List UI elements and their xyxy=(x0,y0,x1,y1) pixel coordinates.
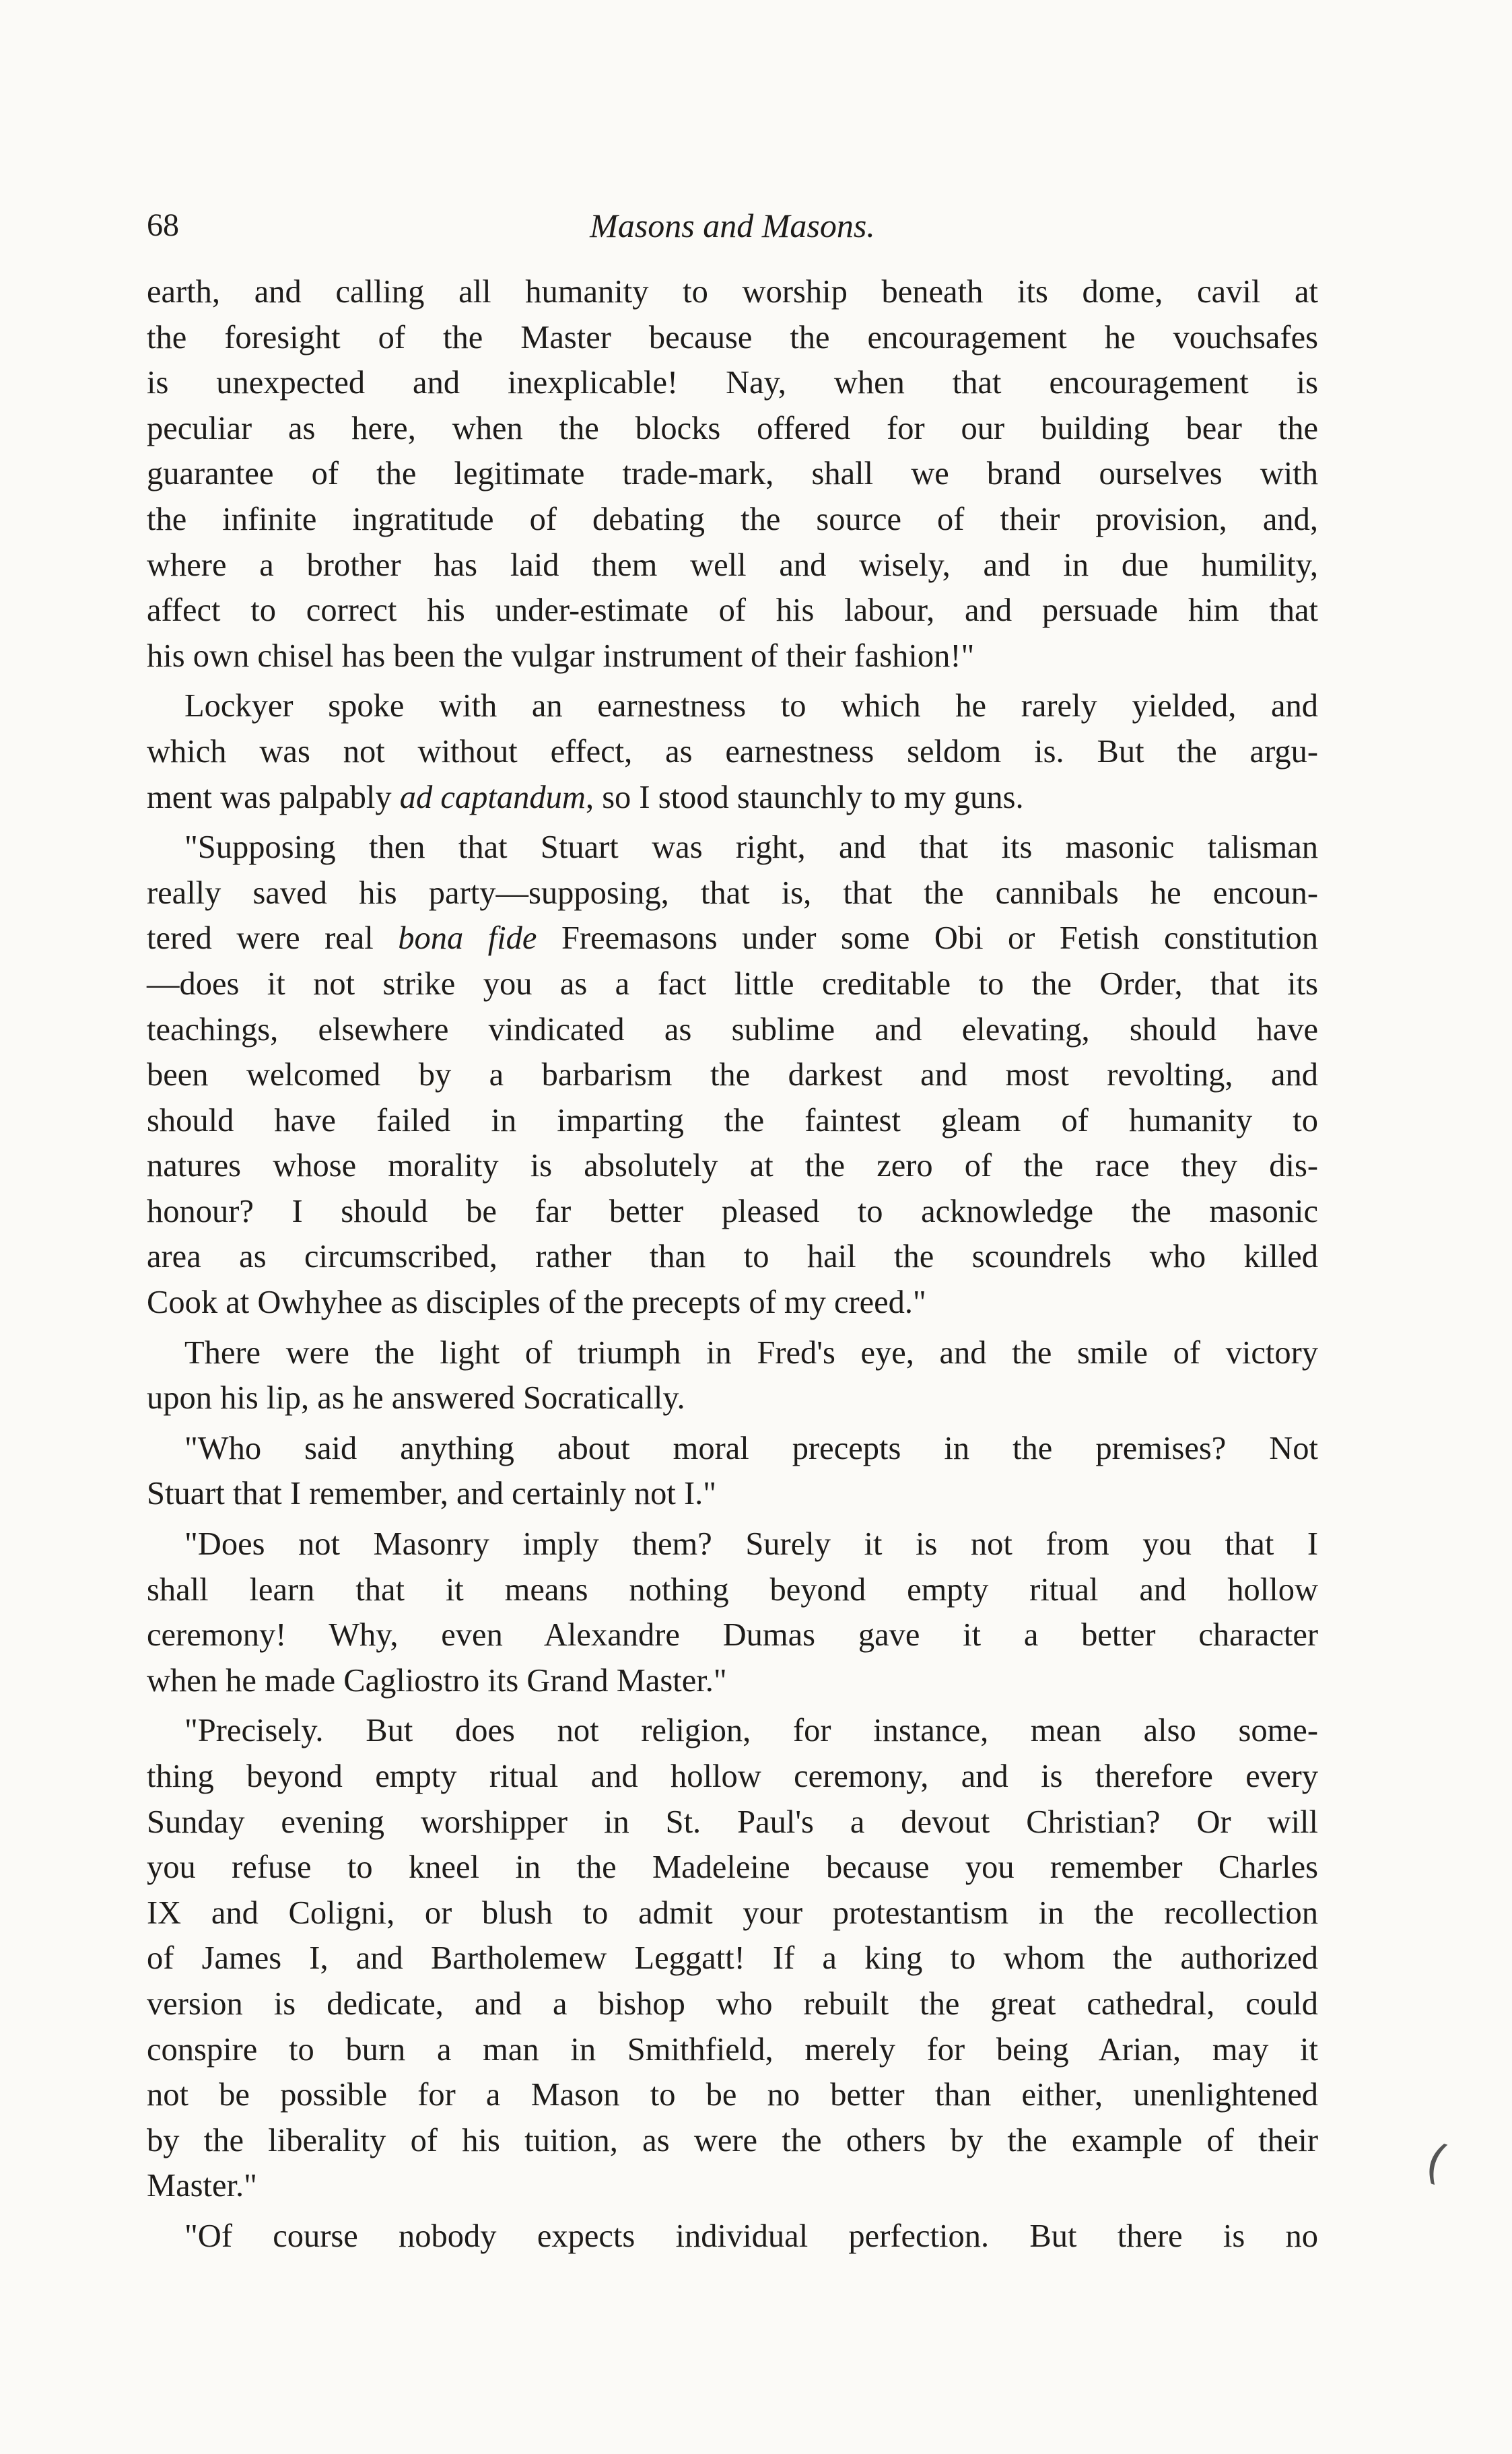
text-line: thing beyond empty ritual and hollow ceremony, and is therefore every xyxy=(147,1759,1318,1794)
text-line: where a brother has laid them well and wisely, and in due humility, xyxy=(147,547,1318,583)
text-line: teachings, elsewhere vindicated as sublime and elevating, should have xyxy=(147,1011,1318,1048)
text-line: conspire to burn a man in Smithfield, merely for being Arian, may it xyxy=(147,2031,1318,2068)
text-line: guarantee of the legitimate trade-mark, shall we brand ourselves with xyxy=(147,456,1318,492)
paragraph xyxy=(147,1330,1318,1421)
book-page xyxy=(147,0,1318,2454)
body-text xyxy=(147,269,1318,2264)
text-line: by the liberality of his tuition, as were the others by the example of their xyxy=(147,2122,1318,2158)
text-line: Lockyer spoke with an earnestness to which he rarely yielded, and xyxy=(184,688,1318,724)
text-line: should have failed in imparting the faintest gleam of humanity to xyxy=(147,1102,1318,1138)
text-line: tered were real bona fide Freemasons under some Obi or Fetish constitution xyxy=(147,920,1319,957)
text-line: Sunday evening worshipper in St. Paul's a devout Christian? Or will xyxy=(147,1804,1318,1840)
text-line: "Supposing then that Stuart was right, and that its masonic talisman xyxy=(184,829,1318,866)
text-line: earth, and calling all humanity to worship beneath its dome, cavil at xyxy=(147,274,1318,310)
text-line: shall learn that it means nothing beyond empty ritual and hollow xyxy=(147,1571,1318,1608)
text-line: the infinite ingratitude of debating the source of their provision, and, xyxy=(147,501,1318,537)
text-line: of James I, and Bartholemew Leggatt! If a king to whom the authorized xyxy=(147,1940,1318,1977)
page-number: 68 xyxy=(147,207,179,243)
text-line: "Of course nobody expects individual perfection. But there is no xyxy=(184,2218,1318,2254)
text-line: ceremony! Why, even Alexandre Dumas gave it a better character xyxy=(147,1617,1318,1654)
text-line: IX and Coligni, or blush to admit your protestantism in the recollection xyxy=(147,1895,1318,1931)
text-line: Master." xyxy=(147,2168,257,2204)
text-line: is unexpected and inexplicable! Nay, when that encouragement is xyxy=(147,365,1318,401)
text-line: ment was palpably ad captandum, so I stood staunchly to my guns. xyxy=(147,779,1024,815)
text-line: Cook at Owhyhee as disciples of the precepts of my creed." xyxy=(147,1285,926,1321)
text-line: honour? I should be far better pleased to acknowledge the masonic xyxy=(147,1193,1318,1229)
paragraph xyxy=(147,1708,1318,2209)
margin-mark: ( xyxy=(1418,2132,1454,2191)
text-line: version is dedicate, and a bishop who rebuilt the great cathedral, could xyxy=(147,1985,1318,2022)
paragraph xyxy=(147,825,1318,1326)
text-line: really saved his party—supposing, that is, that the cannibals he encoun- xyxy=(147,875,1318,911)
text-line: —does it not strike you as a fact little creditable to the Order, that its xyxy=(147,965,1318,1002)
text-line: Stuart that I remember, and certainly not I." xyxy=(147,1476,717,1512)
text-line: upon his lip, as he answered Socratically. xyxy=(147,1380,685,1417)
paragraph xyxy=(147,2214,1318,2259)
text-line: area as circumscribed, rather than to hail the scoundrels who killed xyxy=(147,1239,1318,1275)
text-line: "Who said anything about moral precepts in the premises? Not xyxy=(184,1430,1318,1466)
paragraph xyxy=(147,683,1318,820)
paragraph xyxy=(147,269,1318,679)
text-line: peculiar as here, when the blocks offered for our building bear the xyxy=(147,410,1318,446)
text-line: been welcomed by a barbarism the darkest and most revolting, and xyxy=(147,1057,1318,1093)
text-line: "Precisely. But does not religion, for instance, mean also some- xyxy=(184,1713,1318,1749)
text-line: his own chisel has been the vulgar instrument of their fashion!" xyxy=(147,638,975,674)
text-line: "Does not Masonry imply them? Surely it is not from you that I xyxy=(184,1526,1318,1563)
text-line: natures whose morality is absolutely at the zero of the race they dis- xyxy=(147,1148,1318,1184)
text-line: There were the light of triumph in Fred's eye, and the smile of victory xyxy=(184,1334,1318,1371)
text-line: not be possible for a Mason to be no better than either, unenlightened xyxy=(147,2077,1318,2113)
text-line: affect to correct his under-estimate of his labour, and persuade him that xyxy=(147,592,1318,629)
text-line: you refuse to kneel in the Madeleine because you remember Charles xyxy=(147,1849,1318,1886)
text-line: which was not without effect, as earnestness seldom is. But the argu- xyxy=(147,733,1318,770)
paragraph xyxy=(147,1426,1318,1517)
paragraph xyxy=(147,1522,1318,1703)
page-header xyxy=(147,202,1318,249)
text-line: the foresight of the Master because the encouragement he vouchsafes xyxy=(147,319,1318,355)
running-title: Masons and Masons. xyxy=(590,207,875,244)
text-line: when he made Cagliostro its Grand Master." xyxy=(147,1662,727,1699)
